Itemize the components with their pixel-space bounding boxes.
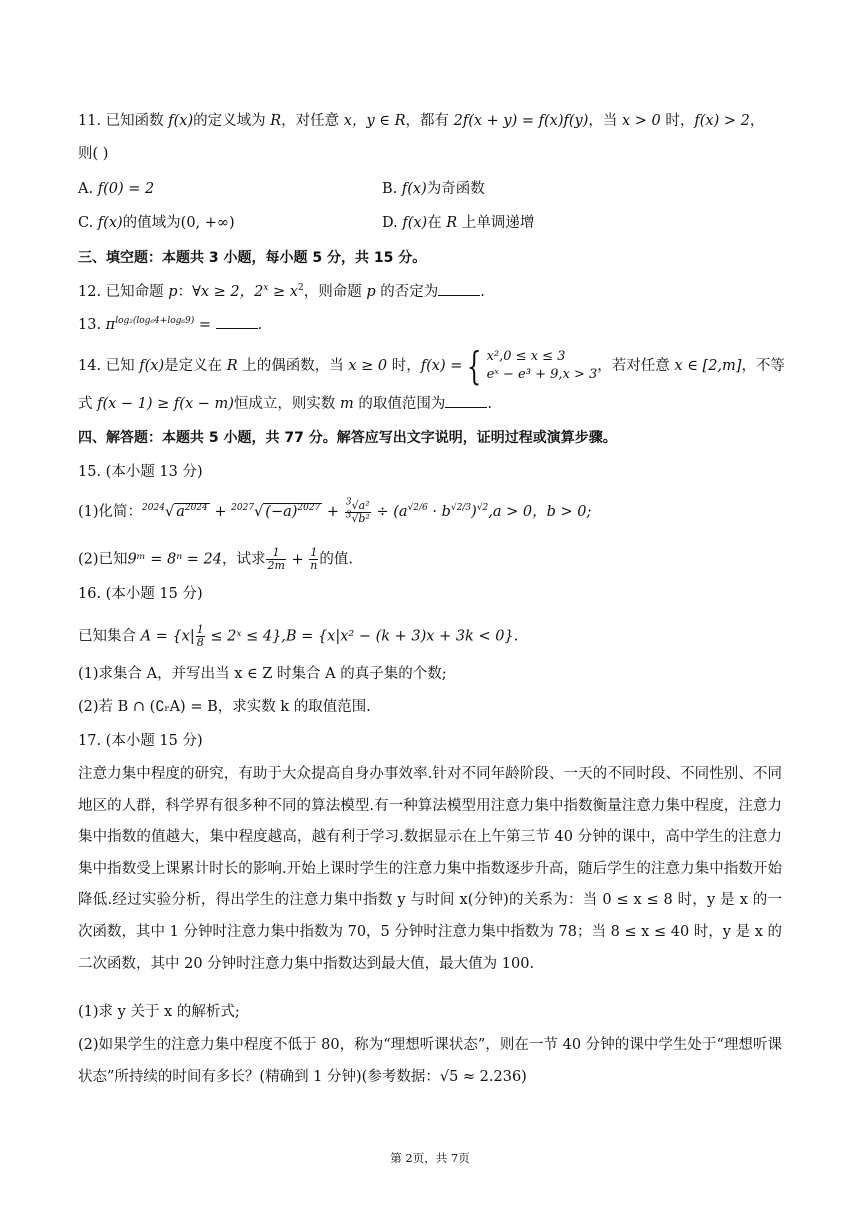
text: ，都有: [405, 113, 454, 129]
math: ≥: [268, 284, 290, 300]
text: ，对任意: [281, 113, 344, 129]
text: 式: [78, 396, 98, 412]
text: .: [480, 284, 485, 300]
brace: {: [467, 344, 482, 388]
q11-option-b: [382, 179, 485, 199]
text: 上的偶函数，当: [237, 358, 349, 374]
text: 上单调递增: [457, 215, 535, 231]
fraction-one-eighth: $\frac{1}{8}$: [196, 623, 204, 649]
text: ，当: [588, 113, 622, 129]
text: ，若对任意: [597, 358, 675, 374]
math: f(x − 1) ≥ f(x − m): [97, 396, 234, 412]
math: f(x): [139, 358, 165, 374]
text: 的值.: [319, 551, 353, 568]
math: ,a > 0，b > 0;: [488, 504, 592, 520]
math: x ∈ [2,m]: [674, 358, 742, 374]
text: ，: [749, 113, 765, 129]
math: log₂(log₆4+log₆9): [115, 316, 195, 327]
text: 13.: [78, 317, 106, 333]
option-label: C.: [78, 215, 98, 231]
formula-sum: $\frac{1}{2m}$ + $\frac{1}{n}$: [267, 546, 318, 572]
text: .: [487, 396, 492, 412]
math: 2: [297, 283, 304, 294]
section-heading-solve: 四、解答题：本题共 5 小题，共 77 分。解答应写出文字说明，证明过程或演算步骤。: [78, 430, 617, 446]
text: 时，: [660, 113, 695, 129]
text: 的否定为: [375, 284, 439, 300]
math: B = {x|x² − (k + 3)x + 3k < 0}.: [285, 628, 519, 645]
math: x: [289, 284, 298, 300]
text: (2)已知: [78, 551, 128, 568]
math: R: [226, 358, 238, 374]
answer-blank: [445, 395, 487, 408]
option-label: B.: [382, 181, 402, 197]
q11-stem-line2: 则( ): [78, 146, 109, 162]
math: p: [168, 284, 178, 300]
option-label: A.: [78, 181, 98, 197]
q11-option-a: [78, 179, 154, 199]
math: f(0) = 2: [97, 181, 155, 197]
q15-heading: 15. (本小题 13 分): [78, 464, 203, 480]
q14: [78, 344, 785, 388]
q16-part2: (2)若 B ∩ (∁ᵣA) = B，求实数 k 的取值范围.: [78, 699, 371, 715]
q17-part2: (2)如果学生的注意力集中程度不低于 80，称为“理想听课状态”，则在一节 40 分钟的课中学生处于“理想听课状态”所持续的时间有多长？(精确到 1 分钟)(参考数据：√5 ≈ 2.236): [78, 1037, 782, 1085]
q11-stem: [78, 111, 764, 131]
math: f(x): [168, 113, 194, 129]
q17-part1: (1)求 y 关于 x 的解析式;: [78, 1004, 240, 1020]
answer-blank: [438, 283, 480, 296]
q15-part2: [78, 547, 353, 572]
q11-option-c: [78, 213, 235, 233]
case: x²,0 ≤ x ≤ 3: [486, 349, 566, 364]
text: =: [194, 317, 216, 333]
q15-part1: [78, 497, 591, 527]
piecewise-cases: [487, 348, 598, 384]
text: ，试求: [221, 551, 266, 568]
math: m: [340, 396, 354, 412]
text: 为奇函数: [426, 181, 485, 197]
text: 的定义域为: [193, 113, 271, 129]
text: 恒成立，则实数: [233, 396, 341, 412]
text: ，不等: [741, 358, 785, 374]
math: x > 0: [622, 113, 661, 129]
math: f(x): [97, 215, 123, 231]
q13: [78, 315, 262, 335]
math: x，y ∈ R: [343, 113, 406, 129]
answer-blank: [216, 316, 258, 329]
q12: [78, 282, 485, 302]
text: .: [257, 317, 263, 333]
math: f(x): [402, 215, 428, 231]
q16-part1: (1)求集合 A，并写出当 x ∈ Z 时集合 A 的真子集的个数;: [78, 666, 447, 682]
page-footer: 第 2页，共 7页: [390, 1151, 470, 1165]
math: ≤ 2ˣ ≤ 4},: [205, 628, 286, 645]
option-label: D.: [382, 215, 403, 231]
math: A = {x|: [140, 628, 195, 645]
math: f(x) > 2: [694, 113, 750, 129]
text: (1)化简：: [78, 504, 143, 520]
text: 是定义在: [164, 358, 227, 374]
math: p: [366, 284, 376, 300]
text: 已知集合: [78, 628, 141, 645]
q17-heading: 17. (本小题 15 分): [78, 733, 203, 749]
q11-option-d: [382, 213, 534, 233]
text: 11. 已知函数: [78, 113, 169, 129]
q17-body: 注意力集中程度的研究，有助于大众提高自身办事效率.针对不同年龄阶段、一天的不同时段、不同性别、不同地区的人群，科学界有很多种不同的算法模型.有一种算法模型用注意力集中指数衡量注意力集中程度，注意力集中指数的值越大，集中程度越高，越有利于学习.数据显示在上午第三节 40 分钟的课中，高中学生的注意力集中指数受上课累计时长的影响.开始上课时学生的注意力集中指数逐步升高，随后学生的注意力集中指数开始降低.经过实验分析，得出学生的注意力集中指数 y 与时间 x(分钟)的关系为：当 0 ≤ x ≤ 8 时，y 是 x 的一次函数，其中 1 分钟时注意力集中指数为 70，5 分钟时注意力集中指数为 78；当 8 ≤ x ≤ 40 时，y 是 x 的二次函数，其中 20 分钟时注意力集中指数达到最大值，最大值为 100.: [78, 766, 782, 972]
text: 时，: [387, 358, 421, 374]
text: ，则命题: [303, 284, 367, 300]
math: f(x): [401, 181, 427, 197]
text: 14. 已知: [78, 358, 140, 374]
math: R: [446, 215, 458, 231]
formula-simplify: $^{2024}$√ $a^{2024} + ^{2027}√$ $(-a)^{2027}$ + $\frac{^3√a^2}{^3√b^2}$ ÷ $(a^{√2/6} \cdot b^{√2/3})^{√2}$: [142, 496, 489, 525]
text: 12. 已知命题: [78, 284, 169, 300]
math: x ≥ 0: [348, 358, 388, 374]
text: 的取值范围为: [353, 396, 446, 412]
math: 9ᵐ = 8ⁿ = 24: [127, 551, 222, 568]
text: 的值域为(0, +∞): [122, 215, 235, 231]
math: 2f(x + y) = f(x)f(y): [453, 113, 589, 129]
case: eˣ − e³ + 9,x > 3: [486, 367, 598, 382]
text: 在: [427, 215, 447, 231]
q16-heading: 16. (本小题 15 分): [78, 586, 203, 602]
math: π: [105, 317, 116, 333]
text: ：∀: [177, 284, 201, 300]
math: R: [270, 113, 282, 129]
section-heading-fill-in: 三、填空题：本题共 3 小题，每小题 5 分，共 15 分。: [78, 250, 427, 266]
math: x: [263, 283, 269, 294]
math: f(x) =: [420, 358, 463, 374]
math: x ≥ 2，2: [200, 284, 264, 300]
q14-line2: [78, 394, 492, 414]
q16-stem: [78, 624, 518, 649]
